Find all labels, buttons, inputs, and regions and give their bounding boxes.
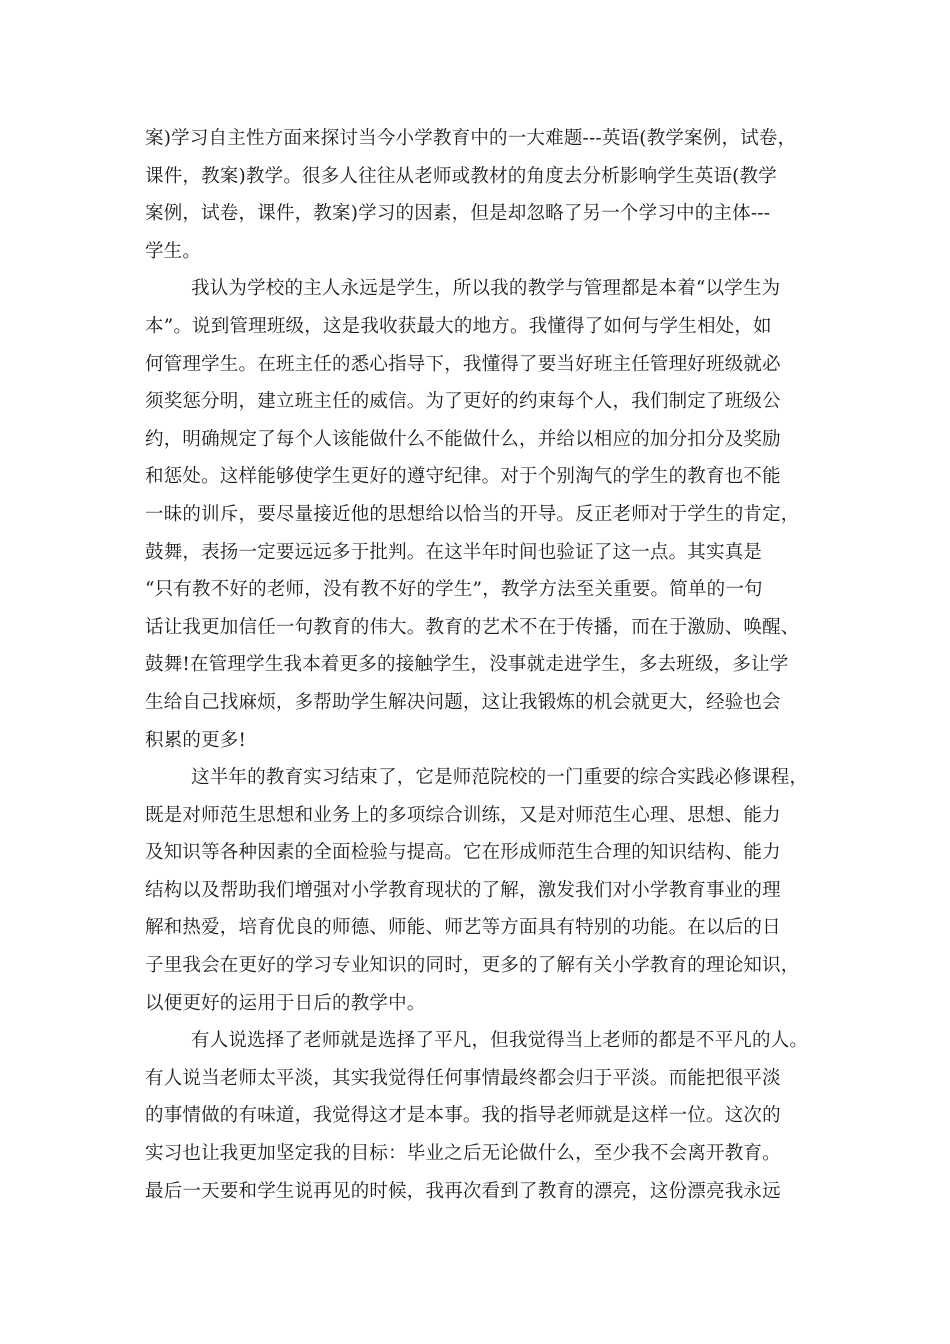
paragraph-first-line: 这半年的教育实习结束了，它是师范院校的一门重要的综合实践必修课程， [191, 767, 809, 789]
paragraph-first-line: 有人说选择了老师就是选择了平凡，但我觉得当上老师的都是不平凡的人。 [191, 1030, 809, 1052]
text-line: 案例，试卷，课件，教案)学习的因素，但是却忽略了另一个学习中的主体--- [145, 203, 771, 225]
text-line: 一昧的训斥，要尽量接近他的思想给以恰当的开导。反正老师对于学生的肯定， [145, 503, 800, 525]
text-line: 课件，教案)教学。很多人往往从老师或教材的角度去分析影响学生英语(教学 [145, 165, 777, 187]
text-line: 约，明确规定了每个人该能做什么不能做什么，并给以相应的加分扣分及奖励 [145, 428, 781, 450]
paragraph-first-line: 我认为学校的主人永远是学生，所以我的教学与管理都是本着“以学生为 [191, 278, 781, 300]
text-line: 须奖惩分明，建立班主任的威信。为了更好的约束每个人，我们制定了班级公 [145, 391, 781, 413]
text-line: 积累的更多! [145, 729, 247, 751]
text-line: 生给自己找麻烦，多帮助学生解决问题，这让我锻炼的机会就更大，经验也会 [145, 691, 781, 713]
text-line: 话让我更加信任一句教育的伟大。教育的艺术不在于传播，而在于激励、唤醒、 [145, 616, 800, 638]
text-line: 鼓舞，表扬一定要远远多于批判。在这半年时间也验证了这一点。其实真是 [145, 541, 763, 563]
text-line: 何管理学生。在班主任的悉心指导下，我懂得了要当好班主任管理好班级就必 [145, 353, 781, 375]
text-line: 结构以及帮助我们增强对小学教育现状的了解，激发我们对小学教育事业的理 [145, 879, 781, 901]
text-line: 实习也让我更加坚定我的目标：毕业之后无论做什么，至少我不会离开教育。 [145, 1143, 781, 1165]
text-line: 以便更好的运用于日后的教学中。 [145, 992, 426, 1014]
text-line: 解和热爱，培育优良的师德、师能、师艺等方面具有特别的功能。在以后的日 [145, 917, 781, 939]
text-line: 学生。 [145, 240, 202, 262]
text-line: 案)学习自主性方面来探讨当今小学教育中的一大难题---英语(教学案例，试卷， [145, 128, 797, 149]
text-line: 子里我会在更好的学习专业知识的同时，更多的了解有关小学教育的理论知识， [145, 955, 800, 977]
text-line: 及知识等各种因素的全面检验与提高。它在形成师范生合理的知识结构、能力 [145, 842, 781, 864]
text-line: “只有教不好的老师，没有教不好的学生”，教学方法至关重要。简单的一句 [145, 579, 763, 601]
text-line: 鼓舞!在管理学生我本着更多的接触学生，没事就走进学生，多去班级，多让学 [145, 654, 789, 676]
text-line: 的事情做的有味道，我觉得这才是本事。我的指导老师就是这样一位。这次的 [145, 1105, 781, 1127]
text-line: 和惩处。这样能够使学生更好的遵守纪律。对于个别淘气的学生的教育也不能 [145, 466, 781, 488]
text-line: 有人说当老师太平淡，其实我觉得任何事情最终都会归于平淡。而能把很平淡 [145, 1067, 781, 1089]
text-line: 最后一天要和学生说再见的时候，我再次看到了教育的漂亮，这份漂亮我永远 [145, 1180, 781, 1202]
text-line: 既是对师范生思想和业务上的多项综合训练，又是对师范生心理、思想、能力 [145, 804, 781, 826]
document-body-text [145, 120, 825, 1210]
text-line: 本”。说到管理班级，这是我收获最大的地方。我懂得了如何与学生相处，如 [145, 315, 772, 337]
